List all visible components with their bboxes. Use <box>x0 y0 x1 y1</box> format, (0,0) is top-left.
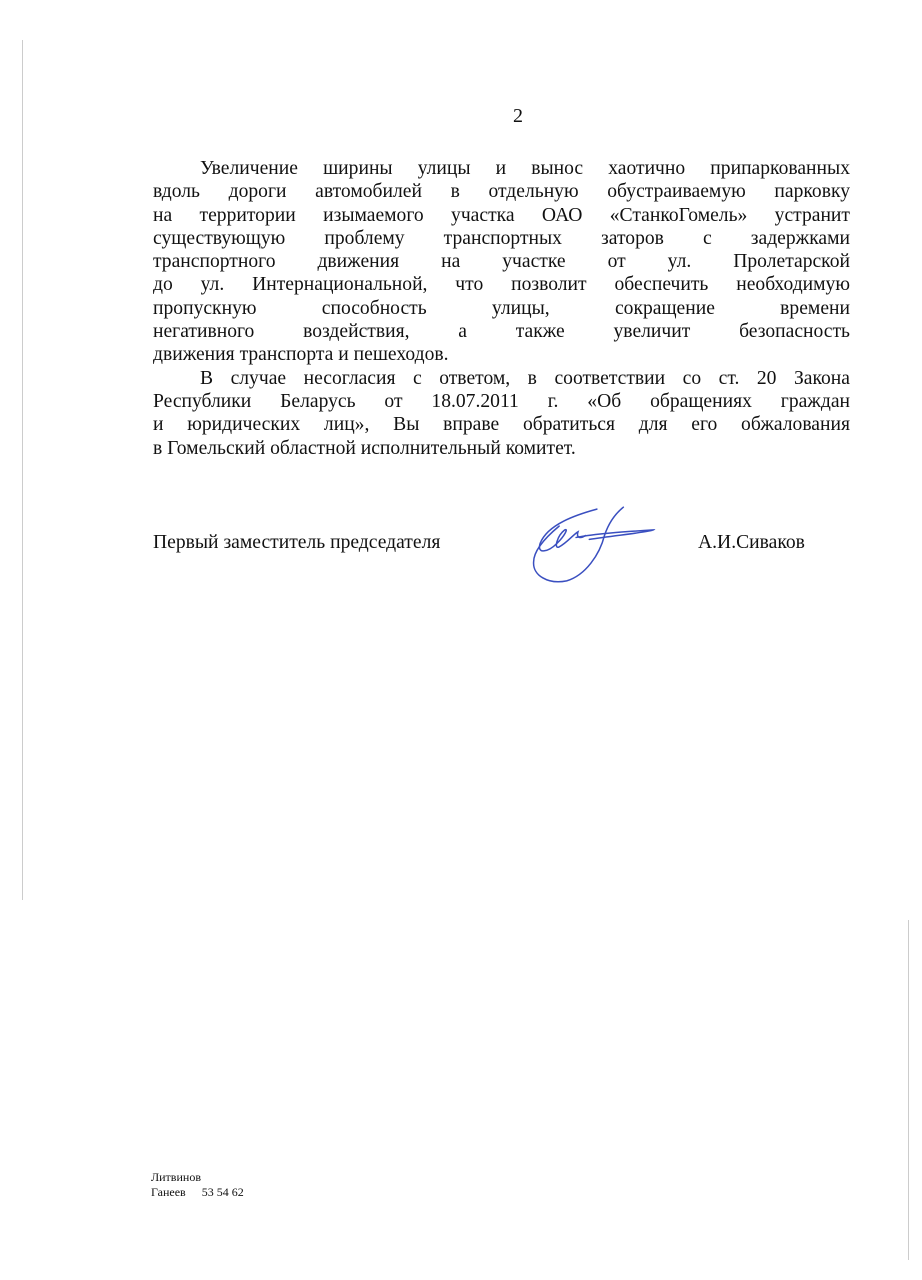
text-line: на территории изымаемого участка ОАО «СтанкоГомель» устранит <box>153 204 850 226</box>
text-line: пропускную способность улицы, сокращение времени <box>153 297 850 319</box>
scan-edge-left <box>22 40 23 900</box>
page-number: 2 <box>513 105 523 127</box>
signatory-name: А.И.Сиваков <box>698 532 805 553</box>
text-line: и юридических лиц», Вы вправе обратиться для его обжалования <box>153 414 850 436</box>
text-line: Республики Беларусь от 18.07.2011 г. «Об обращениях граждан <box>153 390 850 412</box>
text-line: Увеличение ширины улицы и вынос хаотично припаркованных <box>200 158 850 179</box>
paragraph-1 <box>153 157 850 367</box>
text-line: В случае несогласия с ответом, в соответствии со ст. 20 Закона <box>200 367 850 389</box>
text-line: в Гомельский областной исполнительный комитет. <box>153 437 576 459</box>
letter-body <box>153 157 850 460</box>
executor-1: Литвинов <box>151 1170 201 1184</box>
text-line: транспортного движения на участке от ул. Пролетарской <box>153 251 850 273</box>
text-line: движения транспорта и пешеходов. <box>153 344 449 366</box>
signatory-position: Первый заместитель председателя <box>153 532 441 553</box>
executor-phone: 53 54 62 <box>201 1185 244 1199</box>
text-line: существующую проблему транспортных заторов с задержками <box>153 227 850 249</box>
scan-edge-right <box>908 920 909 1260</box>
text-line: негативного воздействия, а также увеличит безопасность <box>153 321 850 343</box>
text-line: до ул. Интернациональной, что позволит обеспечить необходимую <box>153 274 850 296</box>
paragraph-2 <box>153 367 850 460</box>
text-line: вдоль дороги автомобилей в отдельную обустраиваемую парковку <box>153 181 850 203</box>
executor-2: Ганеев <box>151 1185 186 1199</box>
executors-note <box>151 1170 244 1200</box>
handwritten-signature <box>510 495 680 595</box>
